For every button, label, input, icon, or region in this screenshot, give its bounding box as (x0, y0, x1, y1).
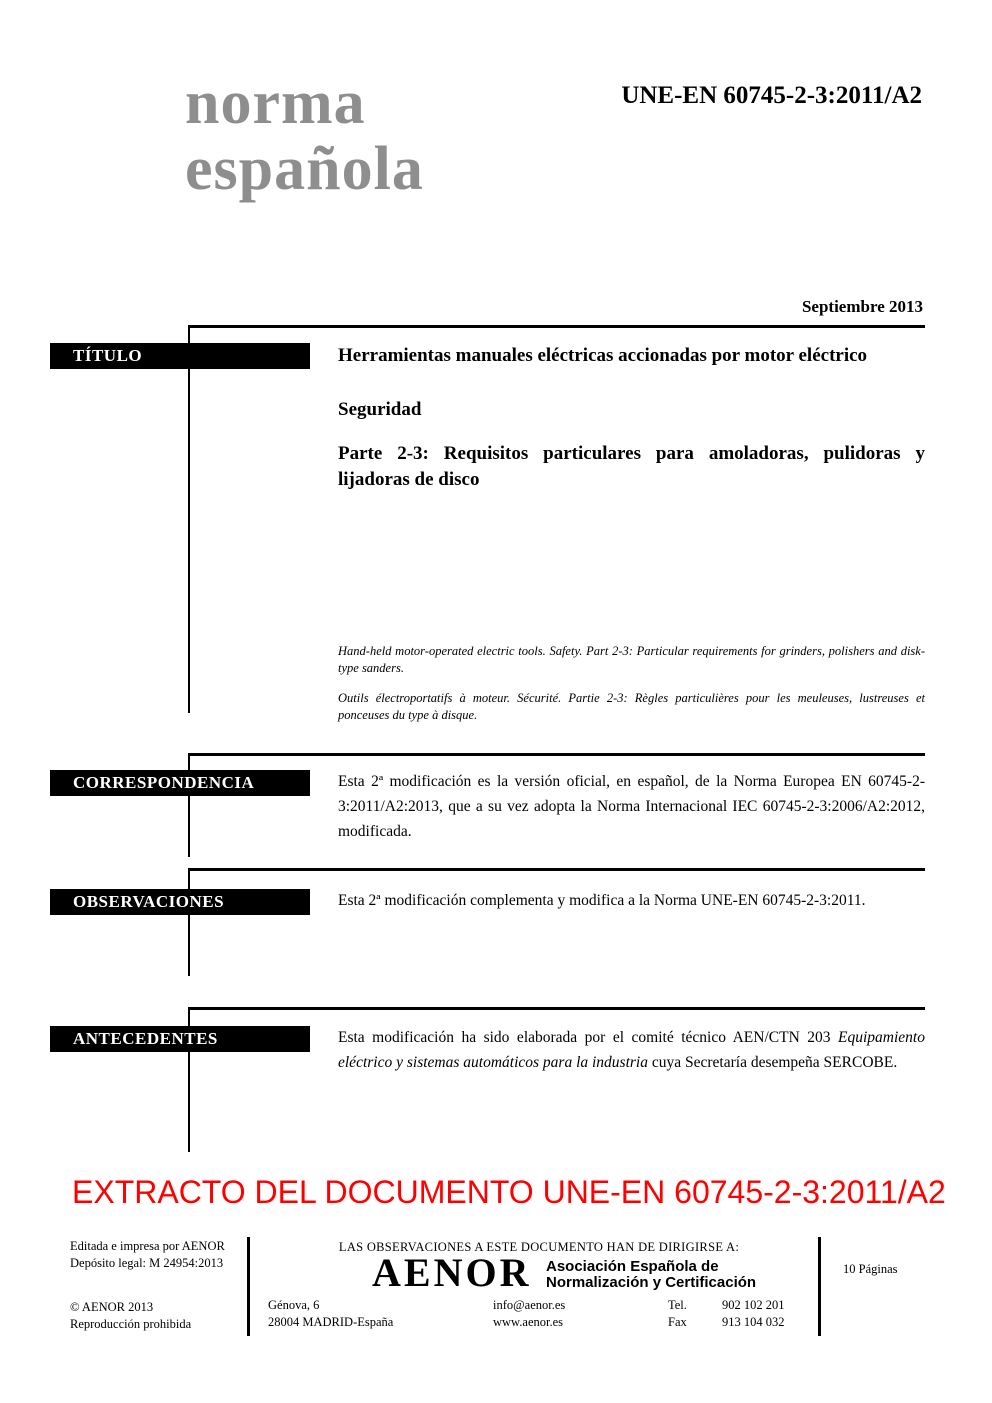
title-line-2: Seguridad (338, 399, 422, 420)
footer-observations-notice: LAS OBSERVACIONES A ESTE DOCUMENTO HAN DE DIRIGIRSE A: (338, 1240, 740, 1254)
footer-edited-by: Editada e impresa por AENOR (70, 1239, 225, 1253)
titulo-content (338, 343, 925, 493)
antecedentes-text-after: cuya Secretaría desempeña SERCOBE. (647, 1054, 898, 1071)
observaciones-content (338, 888, 925, 913)
antecedentes-content (338, 1025, 925, 1075)
footer-telfax-block (668, 1297, 785, 1331)
footer-web-block (493, 1297, 565, 1331)
footer-tel-label: Tel. (668, 1298, 687, 1312)
antecedentes-text (338, 1025, 925, 1075)
title-translation-fr: Outils électroportatifs à moteur. Sécurité. Partie 2-3: Règles particulières pour les meuleuses, lustreuses et ponceuses du type à disque. (338, 691, 925, 722)
correspondencia-label-bar (50, 770, 310, 796)
logo-line-espanola: española (185, 135, 424, 203)
footer-reproduction-notice: Reproducción prohibida (70, 1317, 192, 1331)
document-code: UNE-EN 60745-2-3:2011/A2 (621, 82, 922, 109)
observaciones-vertical-rule (188, 868, 190, 976)
footer-tel-value: 902 102 201 (722, 1298, 785, 1312)
footer-divider-right (818, 1237, 821, 1336)
observaciones-text: Esta 2ª modificación complementa y modifica a la Norma UNE-EN 60745-2-3:2011. (338, 892, 866, 909)
footer-website: www.aenor.es (493, 1315, 564, 1329)
footer-address-street: Génova, 6 (268, 1298, 320, 1312)
footer-edition-block (70, 1238, 225, 1272)
antecedentes-text-before: Esta modificación ha sido elaborada por el comité técnico AEN/CTN 203 (338, 1029, 839, 1046)
footer-copyright: © AENOR 2013 (70, 1300, 154, 1314)
footer-fax-value: 913 104 032 (722, 1315, 785, 1329)
titulo-label: TÍTULO (73, 346, 143, 365)
norma-espanola-logo (185, 70, 424, 202)
title-translation-en: Hand-held motor-operated electric tools. Safety. Part 2-3: Particular requirements for grinders, polishers and disk-type sanders. (338, 644, 925, 675)
footer-divider-left (247, 1237, 250, 1336)
correspondencia-vertical-rule (188, 753, 190, 857)
antecedentes-label-bar (50, 1026, 310, 1052)
logo-line-norma: norma (185, 69, 366, 137)
titulo-vertical-rule (188, 325, 190, 713)
footer-copyright-block (70, 1299, 191, 1333)
extracto-banner: EXTRACTO DEL DOCUMENTO UNE-EN 60745-2-3:2011/A2 (72, 1174, 946, 1210)
antecedentes-label: ANTECEDENTES (73, 1029, 218, 1048)
titulo-label-bar (50, 343, 310, 369)
title-line-3: Parte 2-3: Requisitos particulares para amoladoras, pulidoras y lijadoras de disco (338, 443, 925, 490)
titulo-top-rule (188, 325, 925, 328)
aenor-logo-description (546, 1259, 756, 1290)
footer-page-count: 10 Páginas (843, 1262, 898, 1276)
observaciones-top-rule (188, 868, 925, 871)
footer-legal-deposit: Depósito legal: M 24954:2013 (70, 1256, 224, 1270)
aenor-desc-line-1: Asociación Española de (546, 1258, 719, 1275)
footer-email: info@aenor.es (493, 1298, 566, 1312)
document-date: Septiembre 2013 (801, 297, 923, 316)
aenor-desc-line-2: Normalización y Certificación (546, 1273, 757, 1291)
footer-fax-label: Fax (668, 1315, 687, 1329)
observaciones-label-bar (50, 889, 310, 915)
correspondencia-text: Esta 2ª modificación es la versión oficial, en español, de la Norma Europea EN 60745-2-3:2011/A2:2013, que a su vez adopta la Norma Internacional IEC 60745-2-3:2006/A2:2012, modificada. (338, 773, 925, 840)
correspondencia-label: CORRESPONDENCIA (73, 773, 255, 792)
footer-address-block (268, 1297, 393, 1331)
correspondencia-top-rule (188, 753, 925, 756)
observaciones-label: OBSERVACIONES (73, 892, 225, 911)
antecedentes-top-rule (188, 1007, 925, 1010)
title-translations (338, 643, 925, 724)
correspondencia-content (338, 769, 925, 844)
footer-address-city: 28004 MADRID-España (268, 1315, 394, 1329)
title-line-1: Herramientas manuales eléctricas accionadas por motor eléctrico (338, 345, 868, 366)
antecedentes-text-committee: Equipamiento eléctrico y sistemas automáticos para la industria (338, 1029, 925, 1071)
aenor-logo: AENOR (372, 1250, 532, 1295)
